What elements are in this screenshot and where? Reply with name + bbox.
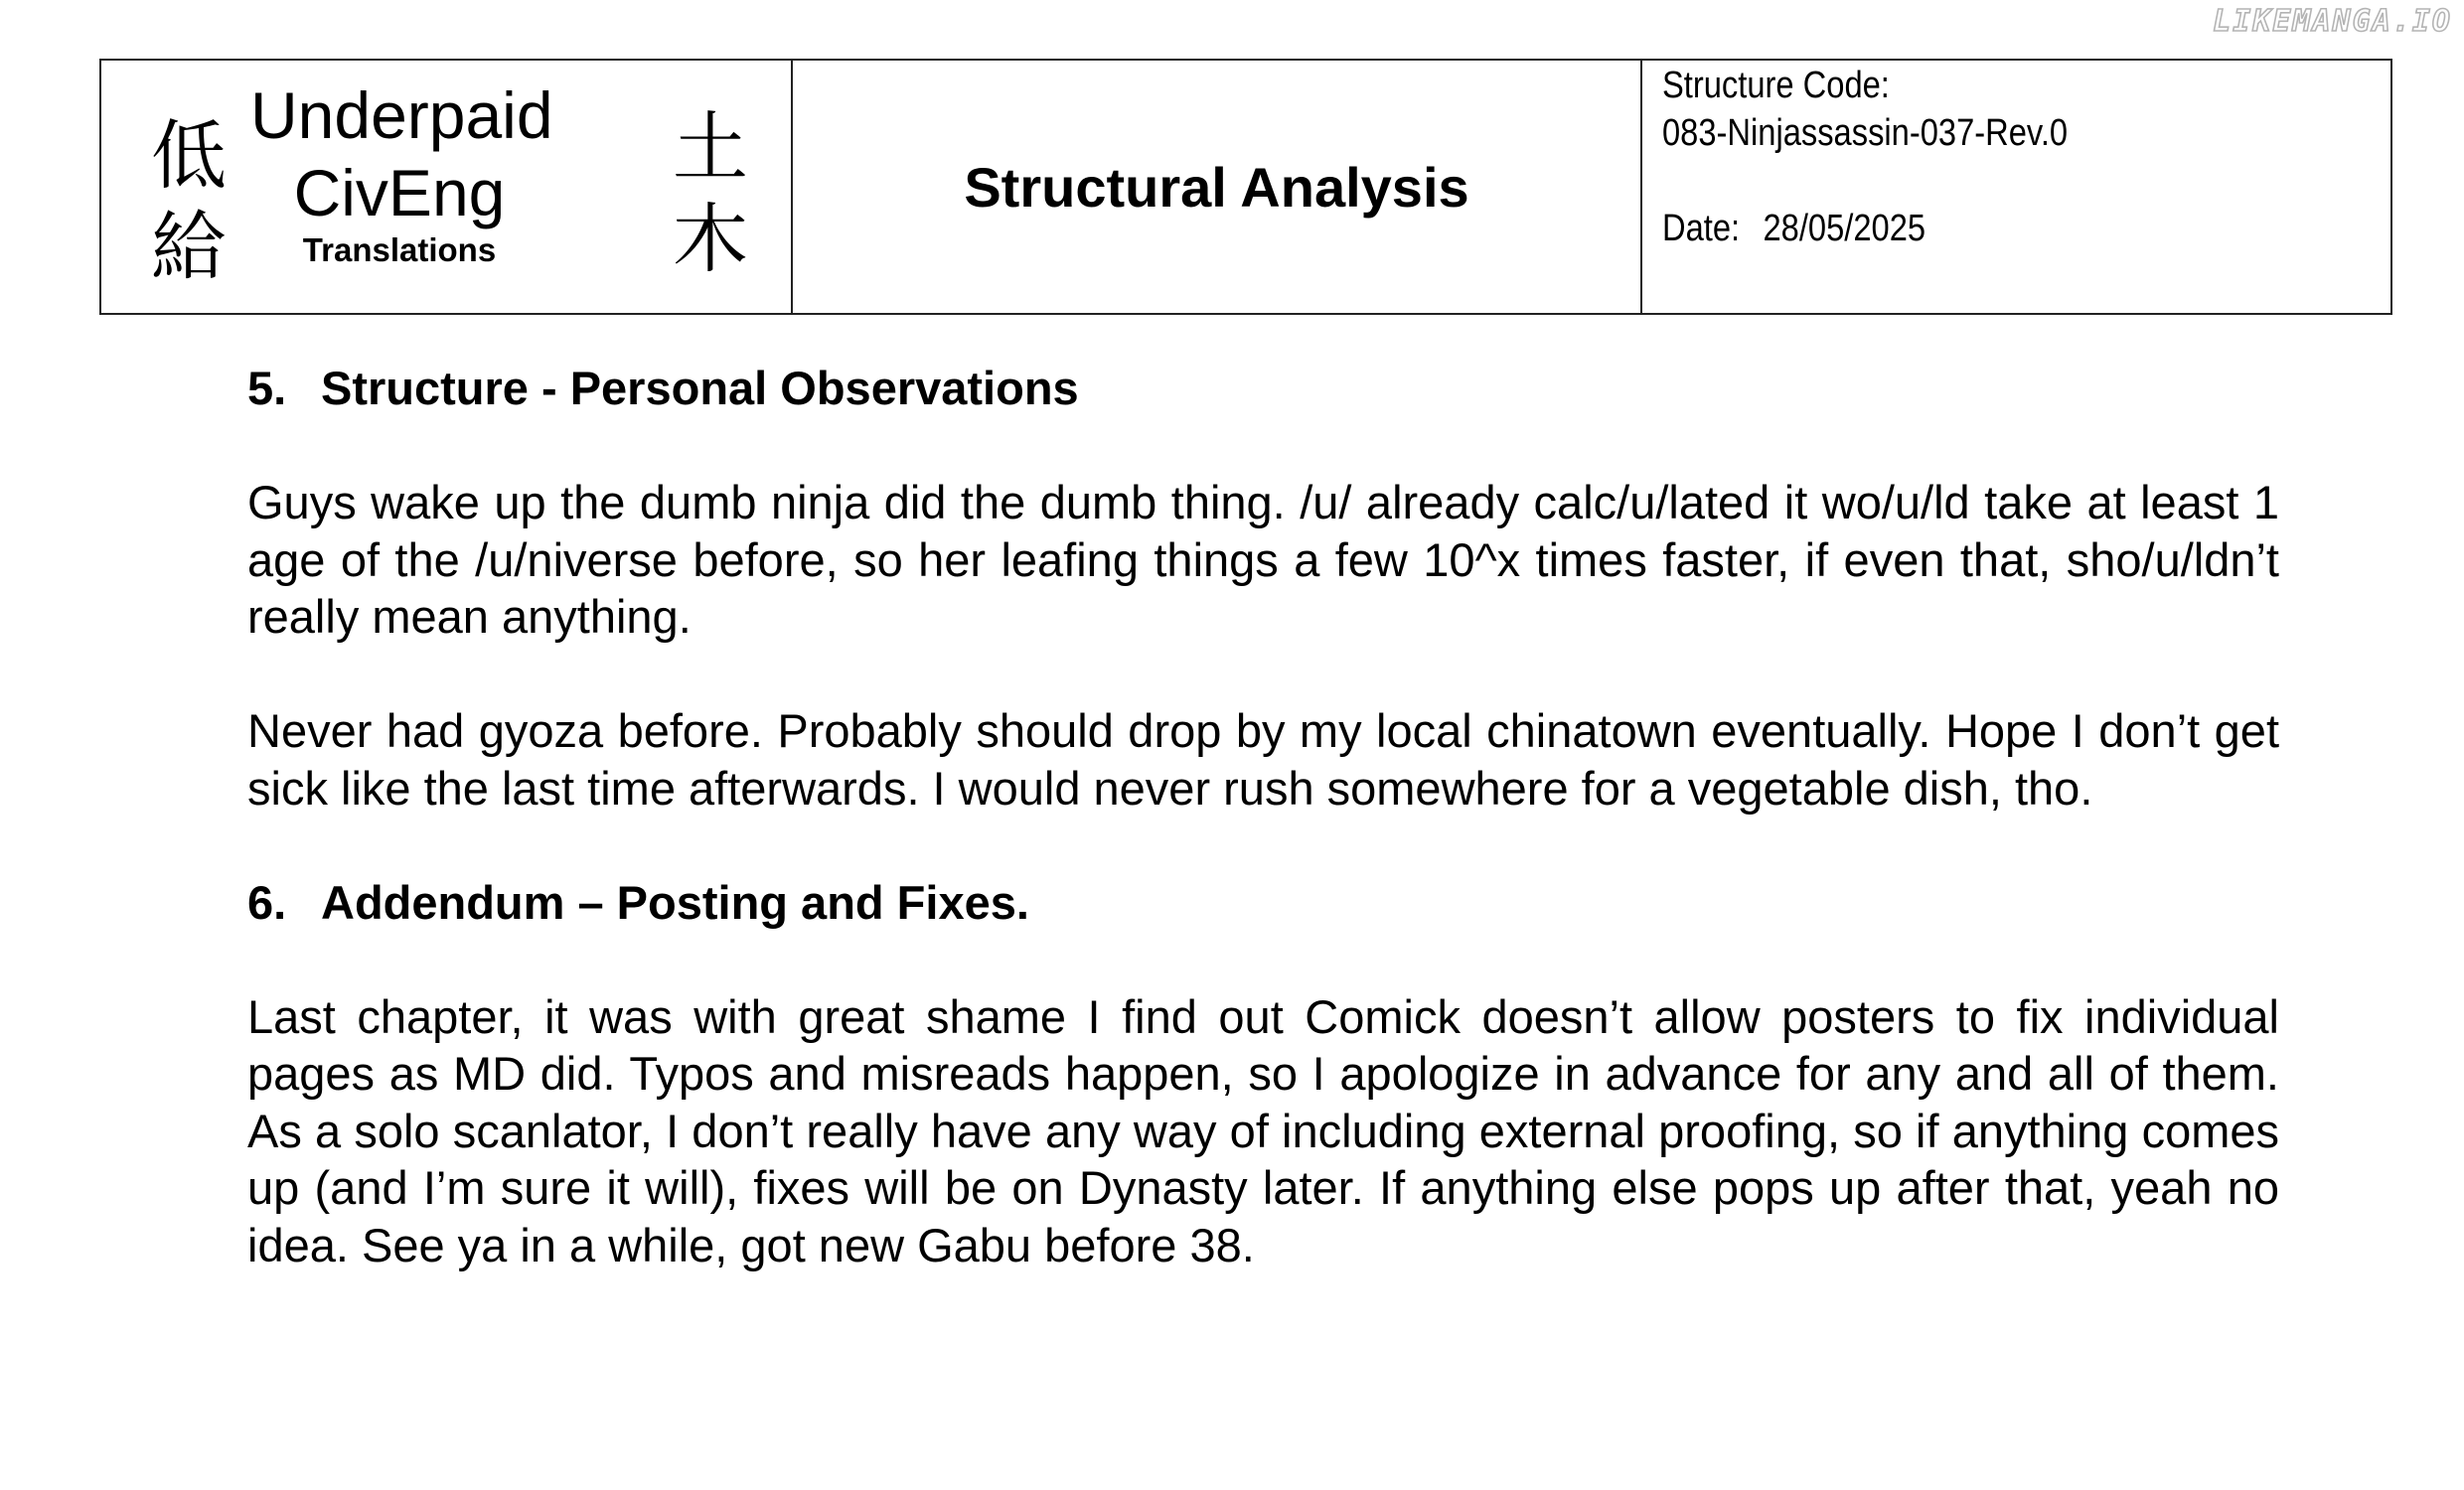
site-watermark: LIKEMANGA.IO: [2213, 4, 2452, 39]
date-row: [1662, 208, 1925, 250]
paragraph: Guys wake up the dumb ninja did the dumb thing. /u/ already calc/u/lated it wo/u/ld take at least 1 age of the /u/niverse before, so her leafing things a few 10^x times faster, if even that, sho/u/ldn’t really mean anything.: [247, 476, 2279, 643]
paragraph: Last chapter, it was with great shame I find out Comick doesn’t allow posters to fix individual pages as MD did. Typos and misreads happen, so I apologize in advance for any and all of them. As a solo scanlator, I don’t really have any way of including external proofing, so if anything comes up (and I’m sure it will), fixes will be on Dynasty later. If anything else pops up after that, yeah no idea. See ya in a while, got new Gabu before 38.: [247, 989, 2279, 1271]
title-cell: [793, 61, 1642, 313]
document-body: [247, 360, 2279, 1331]
section-title: Structure - Personal Observations: [321, 362, 1079, 414]
section-heading: [247, 360, 2279, 417]
logo-subtitle: Translations: [302, 231, 497, 268]
logo-line-2: CivEng: [293, 156, 506, 229]
structure-code-value: 083-Ninjassassin-037-Rev.0: [1662, 112, 2069, 154]
logo-kanji-left: [151, 110, 227, 293]
kanji-char: 土: [673, 103, 748, 192]
logo-cell: [101, 61, 793, 313]
kanji-char: 低: [151, 111, 227, 200]
section-number: 5.: [247, 362, 287, 414]
kanji-char: 木: [673, 195, 748, 283]
document-title: Structural Analysis: [964, 155, 1469, 219]
date-label: Date:: [1662, 208, 1741, 249]
section-title: Addendum – Posting and Fixes.: [321, 875, 1029, 929]
structure-code-label: Structure Code:: [1662, 65, 1890, 106]
logo-line-1: Underpaid: [250, 78, 553, 152]
logo-kanji-right: [673, 102, 748, 285]
kanji-char: 給: [151, 203, 227, 291]
logo-wordmark: [250, 76, 553, 269]
meta-cell: [1642, 61, 2390, 313]
section-number: 6.: [247, 875, 287, 929]
section-heading: [247, 874, 2279, 932]
document-header: [99, 59, 2392, 315]
date-value: 28/05/2025: [1763, 208, 1926, 249]
paragraph: Never had gyoza before. Probably should drop by my local chinatown eventually. Hope I don’t get sick like the last time afterwards. I would never rush somewhere for a vegetable dish, tho.: [247, 704, 2279, 815]
